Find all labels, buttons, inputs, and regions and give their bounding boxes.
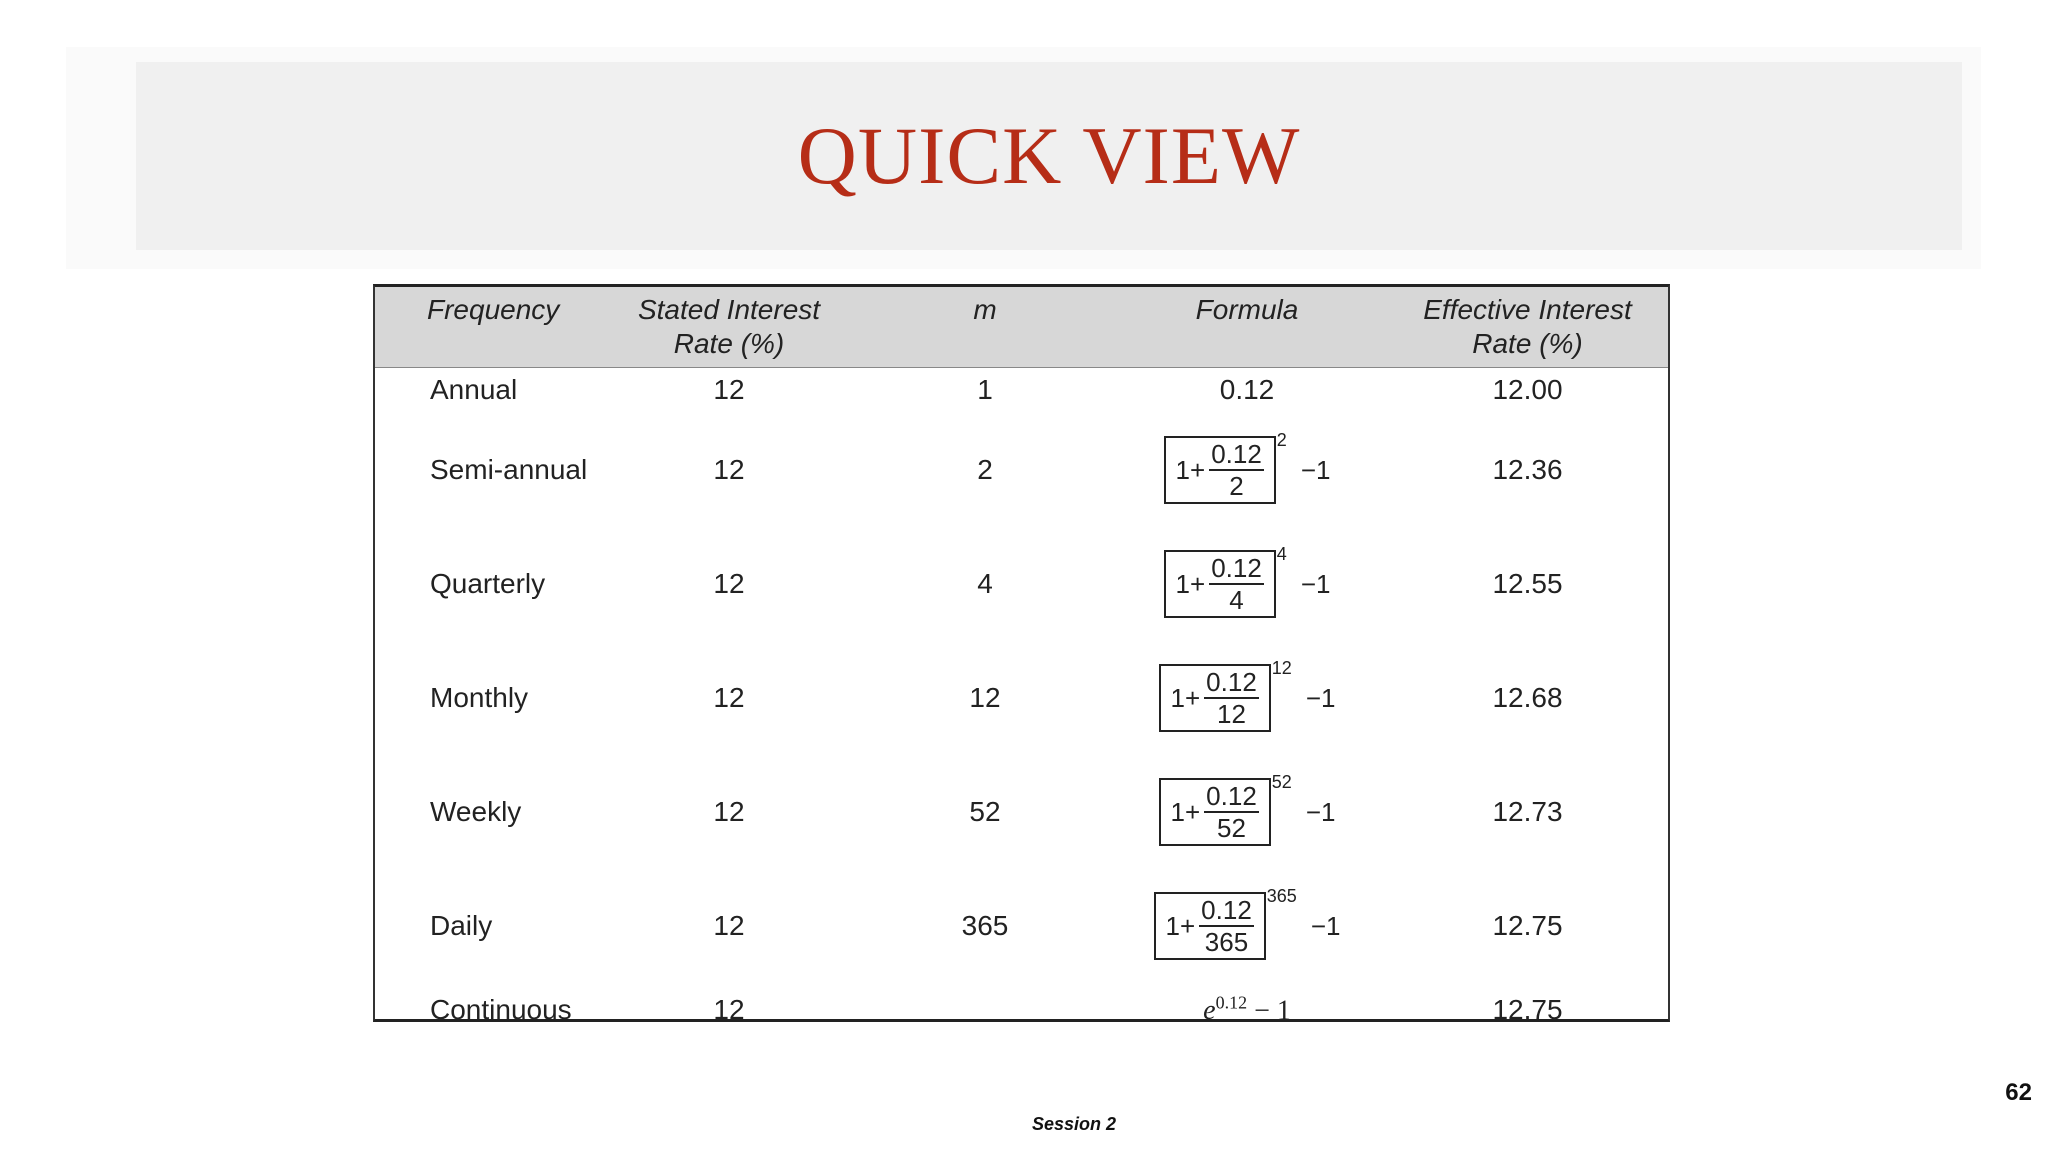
- slide-title: QUICK VIEW: [797, 110, 1301, 201]
- formula-one-plus: 1+: [1170, 796, 1201, 827]
- header-stated-line1: Stated Interest: [637, 294, 821, 325]
- formula-fraction: [1209, 553, 1264, 615]
- formula-exponent: 12: [1271, 658, 1292, 678]
- header-stated-rate: [595, 287, 863, 367]
- cell-frequency: Daily: [430, 910, 493, 941]
- formula-minus-one: −1: [1300, 568, 1331, 599]
- formula-minus-one: −1: [1310, 910, 1341, 941]
- bracket-group: [1159, 664, 1271, 732]
- formula-base-e: [1203, 992, 1248, 1027]
- formula-numerator: 0.12: [1211, 439, 1262, 469]
- compound-formula: [1164, 430, 1331, 504]
- cell-m: 52: [969, 796, 1001, 827]
- header-effective-line2: Rate (%): [1472, 328, 1583, 359]
- cell-effective: 12.55: [1492, 568, 1563, 599]
- formula-denominator: 2: [1229, 471, 1244, 501]
- cell-m: [863, 983, 1107, 1037]
- compound-formula: [1159, 658, 1336, 732]
- formula-minus-one: −1: [1300, 454, 1331, 485]
- table-row: [375, 641, 1668, 755]
- table-row: [375, 413, 1668, 527]
- table-row: [375, 983, 1668, 1037]
- cell-effective: 12.36: [1492, 454, 1563, 485]
- cell-frequency: Monthly: [430, 682, 529, 713]
- formula-denominator: 12: [1217, 699, 1246, 729]
- cell-formula: [1107, 869, 1387, 983]
- formula-denominator: 4: [1229, 585, 1244, 615]
- formula-fraction: [1209, 439, 1264, 501]
- formula-one-plus: 1+: [1170, 682, 1201, 713]
- cell-stated: 12: [713, 454, 745, 485]
- cell-formula: [1107, 641, 1387, 755]
- cell-m: 12: [969, 682, 1001, 713]
- formula-numerator: 0.12: [1206, 781, 1257, 811]
- cell-formula: [1107, 755, 1387, 869]
- formula-exponent: 52: [1271, 772, 1292, 792]
- cell-frequency: Quarterly: [430, 568, 546, 599]
- formula-denominator: 52: [1217, 813, 1246, 843]
- formula-fraction: [1204, 781, 1259, 843]
- formula-one-plus: 1+: [1175, 454, 1206, 485]
- footer-session: Session 2: [1032, 1114, 1117, 1134]
- formula-base: e: [1203, 995, 1216, 1027]
- cell-m: 365: [961, 910, 1009, 941]
- cell-effective: 12.73: [1492, 796, 1563, 827]
- cell-frequency: Weekly: [430, 796, 522, 827]
- formula-minus-one: − 1: [1247, 995, 1291, 1027]
- cell-effective: 12.75: [1492, 910, 1563, 941]
- interest-rate-table: [373, 284, 1670, 1027]
- page-number: 62: [2005, 1079, 2032, 1106]
- continuous-formula: [1203, 992, 1291, 1027]
- formula-numerator: 0.12: [1211, 553, 1262, 583]
- cell-stated: 12: [713, 910, 745, 941]
- cell-frequency: Annual: [430, 374, 518, 406]
- bracket-group: [1159, 778, 1271, 846]
- cell-formula: [1107, 413, 1387, 527]
- bracket-group: [1164, 436, 1276, 504]
- table-row: [375, 869, 1668, 983]
- cell-effective: 12.00: [1492, 374, 1563, 406]
- cell-frequency: Continuous: [430, 994, 572, 1025]
- formula-minus-one: −1: [1305, 682, 1336, 713]
- formula-exponent: 365: [1266, 886, 1297, 906]
- cell-stated: 12: [713, 796, 745, 827]
- formula-exponent: 4: [1276, 544, 1287, 564]
- cell-m: 1: [977, 374, 993, 406]
- header-effective-rate: [1387, 287, 1668, 367]
- bracket-group: [1164, 550, 1276, 618]
- formula-exponent: 0.12: [1215, 992, 1248, 1013]
- cell-formula: [1107, 983, 1387, 1037]
- compound-formula: [1164, 544, 1331, 618]
- cell-m: 4: [977, 568, 993, 599]
- title-band: [136, 62, 1962, 250]
- header-effective-line1: Effective Interest: [1423, 294, 1632, 325]
- bracket-group: [1154, 892, 1266, 960]
- cell-formula: [1107, 527, 1387, 641]
- cell-formula: 0.12: [1219, 374, 1275, 406]
- table-header-row: [375, 287, 1668, 367]
- header-formula: Formula: [1195, 294, 1299, 325]
- formula-denominator: 365: [1204, 927, 1249, 957]
- cell-stated: 12: [713, 568, 745, 599]
- cell-stated: 12: [713, 682, 745, 713]
- formula-exponent: 2: [1276, 430, 1287, 450]
- table-row: [375, 527, 1668, 641]
- formula-numerator: 0.12: [1201, 895, 1252, 925]
- compound-formula: [1159, 772, 1336, 846]
- cell-effective: 12.75: [1492, 994, 1563, 1025]
- table-row: [375, 367, 1668, 413]
- cell-stated: 12: [713, 374, 745, 406]
- formula-minus-one: −1: [1305, 796, 1336, 827]
- header-frequency: Frequency: [427, 294, 560, 325]
- formula-fraction: [1199, 895, 1254, 957]
- compound-formula: [1154, 886, 1341, 960]
- formula-numerator: 0.12: [1206, 667, 1257, 697]
- cell-m: 2: [977, 454, 993, 485]
- formula-fraction: [1204, 667, 1259, 729]
- formula-one-plus: 1+: [1165, 910, 1196, 941]
- header-m: m: [973, 294, 997, 325]
- header-stated-line2: Rate (%): [673, 328, 785, 359]
- formula-one-plus: 1+: [1175, 568, 1206, 599]
- cell-frequency: Semi-annual: [430, 454, 588, 485]
- cell-stated: 12: [713, 994, 745, 1025]
- table-row: [375, 755, 1668, 869]
- cell-effective: 12.68: [1492, 682, 1563, 713]
